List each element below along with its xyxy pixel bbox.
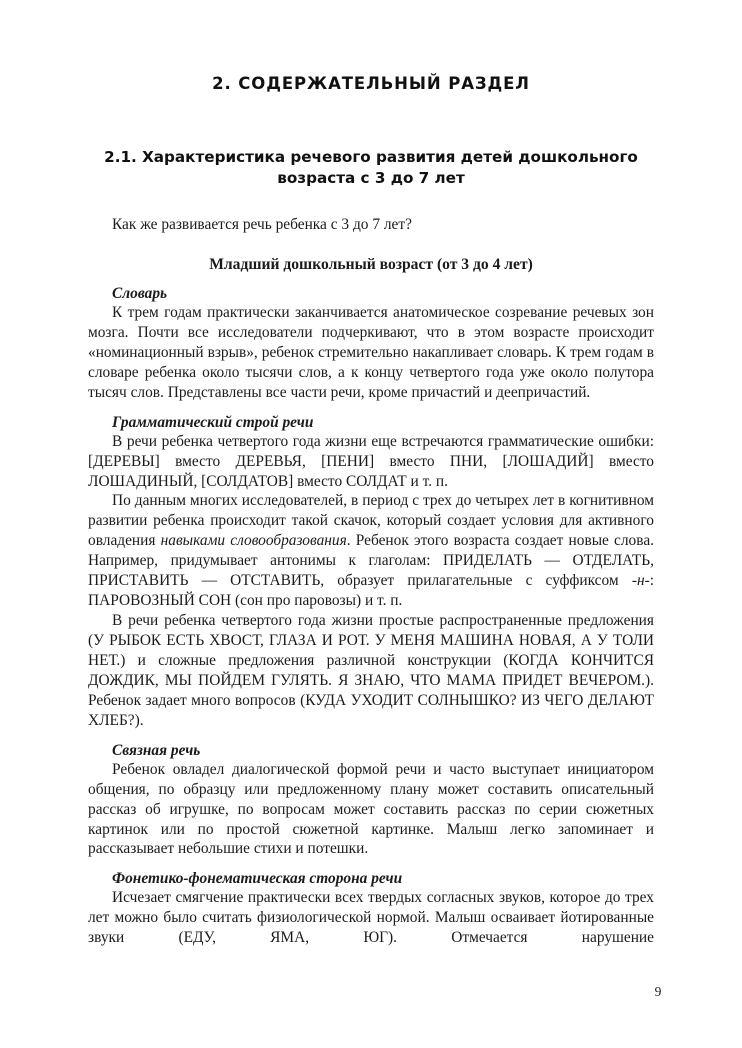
paragraph-sentences: В речи ребенка четвертого года жизни простые распространенные предложения (У РЫБОК ЕСТЬ ХВОСТ, ГЛАЗА И РОТ. У МЕНЯ МАШИНА НОВАЯ, А У ТОЛИ НЕТ.) и сложные предложения различной конструкции (КОГДА КОНЧИТСЯ ДОЖДИК, МЫ ПОЙДЕМ ГУЛЯТЬ. Я ЗНАЮ, ЧТО МАМА ПРИДЕТ ВЕЧЕРОМ.). Ребенок задает много вопросов (КУДА УХОДИТ СОЛНЫШКО? ИЗ ЧЕГО ДЕЛАЮТ ХЛЕБ?). <box>88 612 654 729</box>
section-title: 2.1. Характеристика речевого развития детей дошкольного возраста с 3 до 7 лет <box>104 148 638 187</box>
age-group-heading: Младший дошкольный возраст (от 3 до 4 лет) <box>209 255 533 273</box>
paragraph-vocabulary: К трем годам практически заканчивается анатомическое созревание речевых зон мозга. Почти все исследователи подчеркивают, что в этом возрасте происходит «номинационный взрыв», ребенок стремительно накапливает словарь. К трем годам в словаре ребенка около тысячи слов, а к концу четвертого года уже около полутора тысяч слов. Представлены все части речи, кроме причастий и деепричастий. <box>88 303 654 401</box>
paragraph-coherent-speech: Ребенок овладел диалогической формой речи и часто выступает инициатором общения, по образцу или предложенному плану может составить описательный рассказ об игрушке, по вопросам может составить рассказ по серии сюжетных картинок или по простой сюжетной картинке. Малыш легко запоминает и рассказывает небольшие стихи и потешки. <box>88 760 654 858</box>
page-content <box>88 0 654 968</box>
chapter-title: 2. СОДЕРЖАТЕЛЬНЫЙ РАЗДЕЛ <box>212 74 530 93</box>
paragraph-word-formation-emphasis-2: -н- <box>631 572 650 590</box>
subsection-heading-grammar: Грамматический строй речи <box>112 413 314 431</box>
paragraph-word-formation <box>88 491 654 611</box>
paragraph-word-formation-text-2: . Ребенок этого возраста создает новые слова. Например, придумывает антонимы к глаголам: ПРИДЕЛАТЬ — ОТДЕЛАТЬ, ПРИСТАВИТЬ — ОТСТАВИТЬ, образует прилагательные с суффиксом <box>88 532 654 590</box>
paragraph-word-formation-text-3: : ПАРОВОЗНЫЙ СОН (сон про паровозы) и т. п. <box>88 572 654 610</box>
subsection-heading-coherent-speech: Связная речь <box>112 741 201 759</box>
subsection-heading-vocabulary: Словарь <box>112 284 168 302</box>
page-number: 9 <box>654 984 662 999</box>
paragraph-grammar-errors: В речи ребенка четвертого года жизни еще встречаются грамматические ошибки: [ДЕРЕВЫ] вместо ДЕРЕВЬЯ, [ПЕНИ] вместо ПНИ, [ЛОШАДИЙ] вместо ЛОШАДИНЫЙ, [СОЛДАТОВ] вместо СОЛДАТ и т. п. <box>88 432 654 490</box>
subsection-heading-phonetics: Фонетико-фонематическая сторона речи <box>112 870 403 888</box>
paragraph-word-formation-text-1: По данным многих исследователей, в период с трех до четырех лет в когнитивном развитии ребенка происходит такой скачок, который создает условия для активного овладения <box>88 492 654 550</box>
lead-question: Как же развивается речь ребенка с 3 до 7 лет? <box>112 215 412 233</box>
paragraph-phonetics: Исчезает смягчение практически всех твердых согласных звуков, которое до трех лет можно было считать физиологической нормой. Малыш осваивает йотированные звуки (ЕДУ, ЯМА, ЮГ). Отмечается нарушение <box>88 889 654 947</box>
paragraph-word-formation-emphasis-1: навыками словообразования <box>160 532 347 550</box>
